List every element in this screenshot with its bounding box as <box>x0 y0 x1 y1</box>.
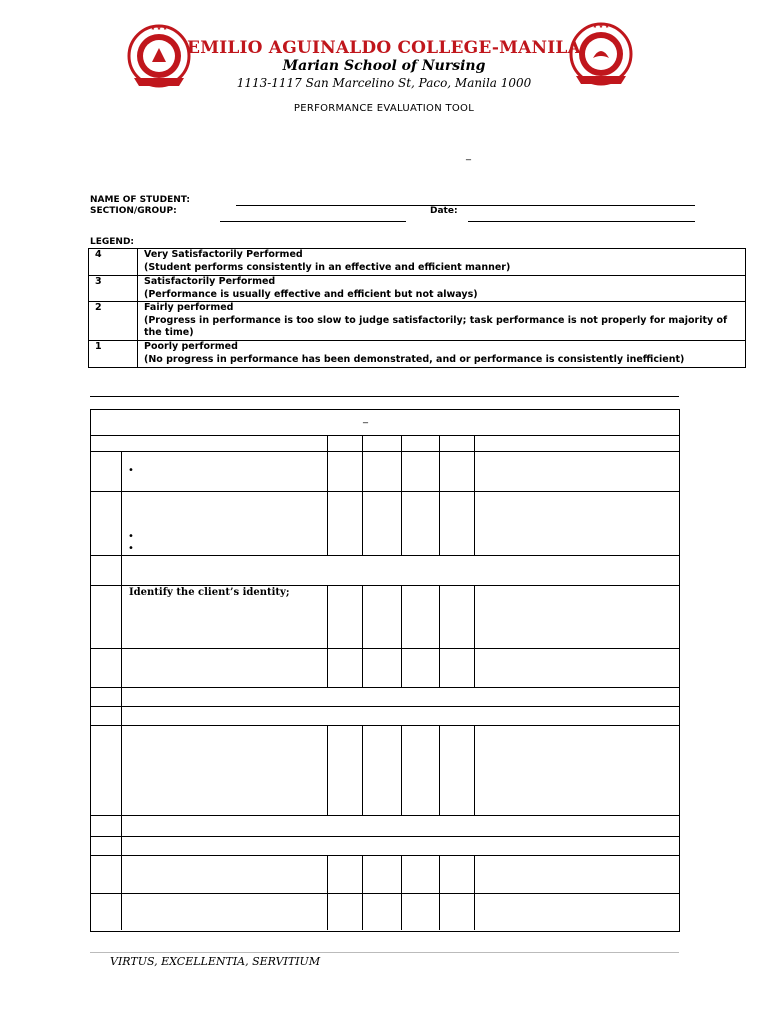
legend-detail: (Student performs consistently in an effective and efficient manner) <box>144 261 511 273</box>
legend-description <box>138 249 746 276</box>
header-dash: _ <box>466 150 471 161</box>
svg-text:★ ★ ★: ★ ★ ★ <box>150 26 168 32</box>
table-row-line <box>90 555 679 556</box>
legend-description <box>138 276 746 302</box>
table-col-line <box>121 451 122 930</box>
table-row-line <box>90 451 679 452</box>
table-row-line <box>90 648 679 649</box>
legend-detail: (No progress in performance has been demonstrated, and or performance is consistently inefficient) <box>144 353 685 365</box>
legend-code: 2 <box>89 302 138 341</box>
table-col-line <box>327 585 328 687</box>
table-col-line <box>439 435 440 451</box>
legend-description <box>138 341 746 368</box>
school-name: Marian School of Nursing <box>282 58 486 74</box>
table-row-line <box>90 585 679 586</box>
footer-divider <box>90 952 679 953</box>
table-col-line <box>439 855 440 930</box>
date-field[interactable] <box>468 221 695 222</box>
table-col-line <box>327 451 328 555</box>
legend-row <box>89 249 746 276</box>
college-name: EMILIO AGUINALDO COLLEGE-MANILA <box>187 38 581 58</box>
table-col-line <box>401 585 402 687</box>
bullet-point: • <box>128 465 134 476</box>
legend-description <box>138 302 746 341</box>
bullet-point: • <box>128 531 134 542</box>
footer-motto: VIRTUS, EXCELLENTIA, SERVITIUM <box>110 955 321 968</box>
table-row-line <box>90 687 679 688</box>
evaluation-title-dash: _ <box>363 413 368 424</box>
table-col-line <box>474 451 475 555</box>
evaluation-table-frame <box>90 409 680 932</box>
school-address: 1113-1117 San Marcelino St, Paco, Manila 1000 <box>236 76 532 90</box>
table-row-line <box>90 893 679 894</box>
legend-code: 1 <box>89 341 138 368</box>
table-col-line <box>327 725 328 815</box>
table-col-line <box>439 451 440 555</box>
table-row-line <box>90 725 679 726</box>
name-of-student-label: NAME OF STUDENT: <box>90 195 190 205</box>
legend-title: Fairly performed <box>144 302 234 313</box>
table-row-line <box>90 706 679 707</box>
table-col-line <box>474 725 475 815</box>
table-row-line <box>90 435 679 436</box>
svg-text:★ ★ ★: ★ ★ ★ <box>592 24 610 30</box>
legend-title: Very Satisfactorily Performed <box>144 249 303 260</box>
legend-detail: (Performance is usually effective and efficient but not always) <box>144 288 478 300</box>
table-col-line <box>327 435 328 451</box>
section-group-field[interactable] <box>220 221 406 222</box>
section-divider <box>90 396 679 397</box>
legend-code: 3 <box>89 276 138 302</box>
table-col-line <box>474 855 475 930</box>
table-row-line <box>90 491 679 492</box>
legend-code: 4 <box>89 249 138 276</box>
table-col-line <box>362 451 363 555</box>
table-col-line <box>401 725 402 815</box>
legend-row <box>89 276 746 302</box>
table-col-line <box>439 585 440 687</box>
table-col-line <box>474 585 475 687</box>
table-col-line <box>401 855 402 930</box>
document-title: PERFORMANCE EVALUATION TOOL <box>293 103 475 114</box>
legend-table <box>88 248 746 368</box>
table-col-line <box>362 725 363 815</box>
table-row-line <box>90 855 679 856</box>
legend-row <box>89 302 746 341</box>
table-col-line <box>474 435 475 451</box>
table-col-line <box>362 435 363 451</box>
bullet-point: • <box>128 543 134 554</box>
legend-title: Poorly performed <box>144 341 238 352</box>
procedure-step-text: Identify the client’s identity; <box>129 587 290 598</box>
legend-detail: (Progress in performance is too slow to judge satisfactorily; task performance is not properly for majority of the time) <box>144 314 728 338</box>
table-col-line <box>401 451 402 555</box>
table-col-line <box>439 725 440 815</box>
table-row-line <box>90 815 679 816</box>
table-row-line <box>90 836 679 837</box>
table-col-line <box>362 585 363 687</box>
table-col-line <box>362 855 363 930</box>
legend-title: Satisfactorily Performed <box>144 276 276 287</box>
table-col-line <box>401 435 402 451</box>
legend-row <box>89 341 746 368</box>
date-label: Date: <box>430 206 458 216</box>
legend-label: LEGEND: <box>90 237 135 247</box>
section-group-label: SECTION/GROUP: <box>90 206 177 216</box>
table-col-line <box>327 855 328 930</box>
name-of-student-field[interactable] <box>236 205 695 206</box>
